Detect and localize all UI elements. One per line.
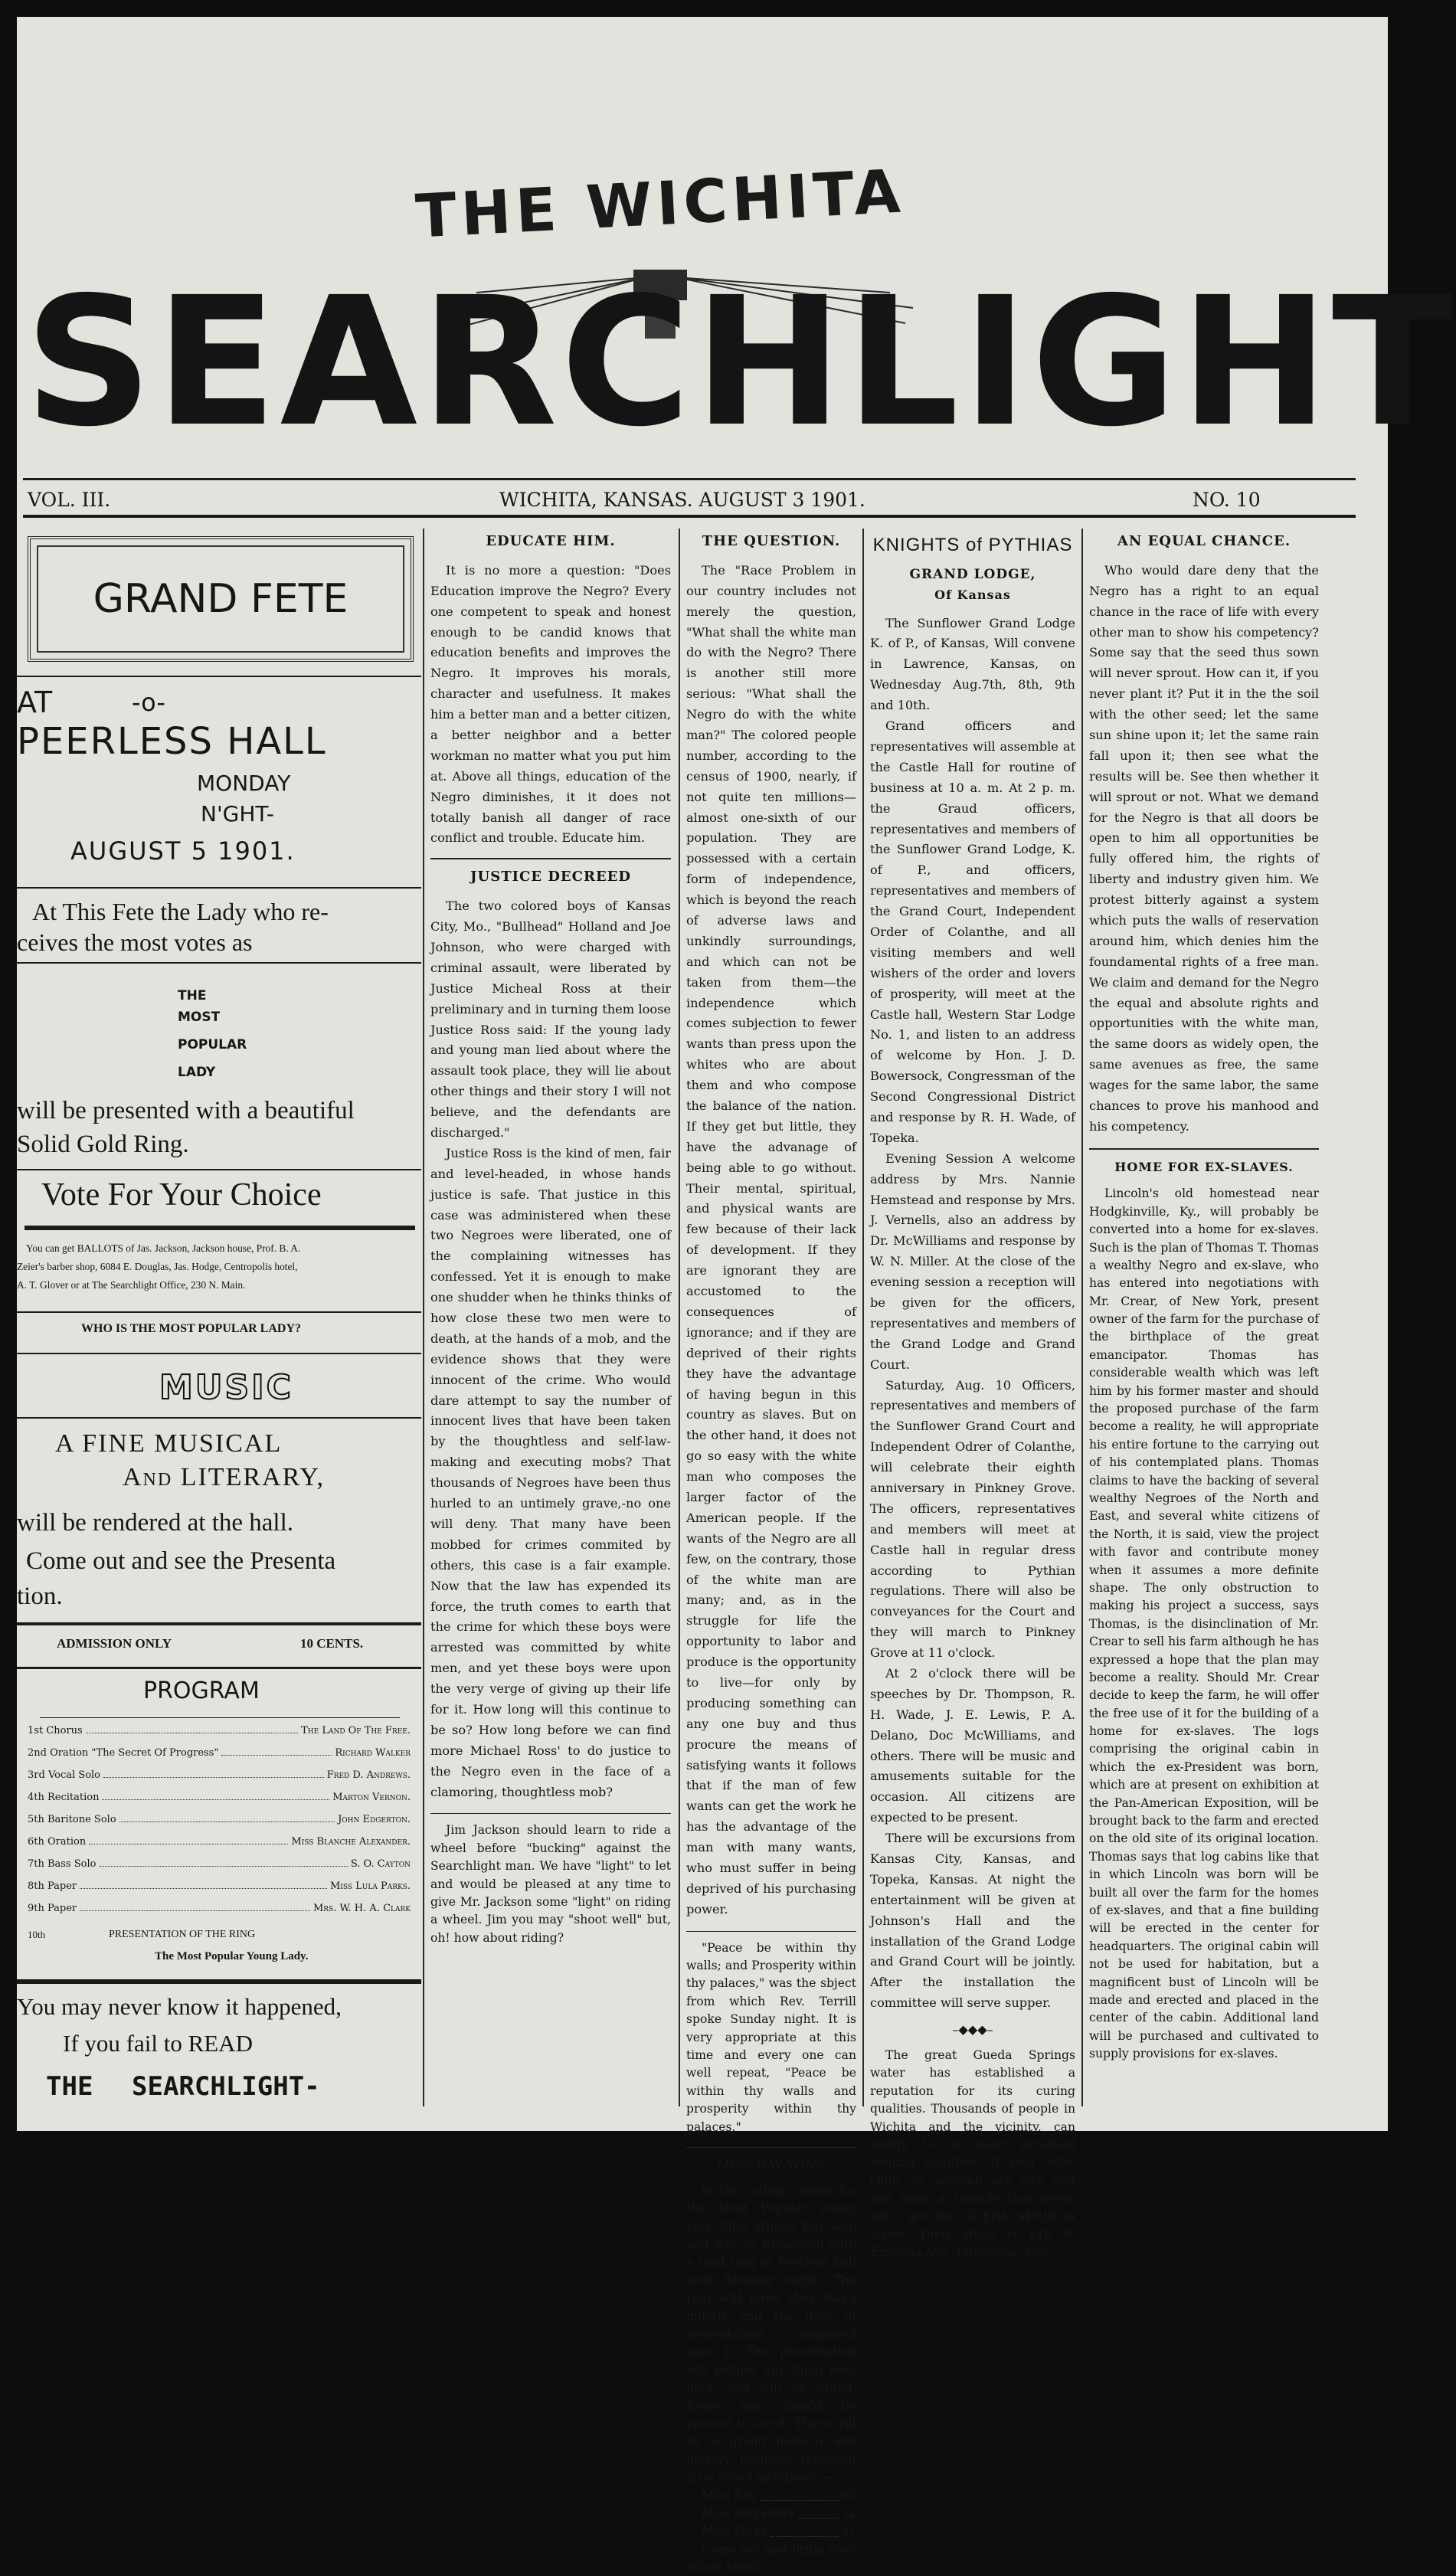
program-row bbox=[28, 1836, 411, 1848]
article-gueda-springs: The great Gueda Springs water has established a reputation for its curing qualities. Thousands of people in Wichita and the vicinity, can testify to its most excellent healing qualities. If your wife, child, or yourself are sick and you want a remedy that never fails, get the GUEDA SPRINGS water. Their office is 145 N. Emporia Ave. Telephone, 136. bbox=[870, 2048, 1075, 2260]
ornament-divider: –◆◆◆– bbox=[952, 2022, 993, 2038]
issue-number: NO. 10 bbox=[1193, 489, 1261, 511]
article-justice-decreed-1: The two colored boys of Kansas City, Mo., "Bullhead" Holland and Joe Johnson, who were charged with criminal assault, were liberated by Justice Micheal Ross at their preliminary and in turning them loose Justice Ross said: If the young lady and young man lied about where the assault took place, they will lie about other things and their story I will not believe, and the defendants are discharged." bbox=[430, 898, 671, 1141]
vote-count: 62 bbox=[841, 2488, 856, 2502]
grand-fete-title: GRAND FETE bbox=[37, 545, 404, 653]
vote-name: Miss Ray bbox=[702, 2488, 757, 2502]
ad-word-the: THE bbox=[178, 988, 207, 1003]
program-item: 8th Paper bbox=[28, 1880, 77, 1892]
ad-musical-1: A FINE MUSICAL bbox=[55, 1429, 283, 1458]
program-tenth-number: 10th bbox=[28, 1929, 46, 1940]
program-leader-dots bbox=[102, 1792, 329, 1800]
program-performer: The Land Of The Free. bbox=[301, 1725, 411, 1736]
ad-hall: PEERLESS HALL bbox=[17, 720, 327, 763]
article-divider bbox=[1089, 1148, 1319, 1150]
program-tenth-text: PRESENTATION OF THE RING bbox=[109, 1929, 256, 1940]
article-divider bbox=[430, 1813, 671, 1814]
program-leader-dots bbox=[86, 1725, 298, 1733]
article-pythias-3: Evening Session A welcome address by Mrs. Nannie Hemstead and response by Mrs. J. Vernells, also an address by Dr. McWilliams and response by W. N. Miller. At the close of the evening session a reception will be given for the officers, representatives and members of the Grand Lodge and Grand Court. bbox=[870, 1151, 1075, 1372]
ad-night: N'GHT- bbox=[201, 801, 275, 826]
column-rule bbox=[862, 529, 864, 2106]
article-justice-decreed-2: Justice Ross is the kind of men, fair and level-headed, in whose hands justice is safe. That justice in this case was administered when these two Negroes were liberated, one of the complaining witnesses has confessed. Yet it is enough to make one shudder when he thinks thinks of how close these two men were to death, at the hands of a mob, and the evidence shows that they were innocent of the crime. Who would dare attempt to say the number of innocent lives that have been taken by the thoughtless and self-law-making and executing mobs? That thousands of Negroes have been thus hurled to an untimely grave,-no one will deny. That many have been mobbed for crimes commited by others, this case is a fair example. Now that the law has expended its force, the truth comes to earth that the crime for which these boys were arrested was committed by white men, and yet these boys were upon the very verge of giving up their life for it. How long will this continue to be so? How long before we can find more Michael Ross' to do justice to the Negro even in the face of a clamoring, thoughtless mob? bbox=[430, 1145, 671, 1799]
program-item: 9th Paper bbox=[28, 1903, 77, 1914]
ad-divider bbox=[17, 676, 421, 677]
ad-intro-1: At This Fete the Lady who re- bbox=[32, 898, 329, 925]
dateline-bar bbox=[17, 484, 1388, 518]
program-item: 3rd Vocal Solo bbox=[28, 1769, 100, 1781]
program-row bbox=[28, 1769, 411, 1781]
program-leader-dots bbox=[103, 1769, 324, 1778]
ad-divider bbox=[17, 1169, 421, 1170]
program-row bbox=[28, 1792, 411, 1803]
vote-name: Miss Parks bbox=[702, 2524, 767, 2538]
article-home-for-ex-slaves: Lincoln's old homestead near Hodgkinville, Ky., will probably be converted into a home for ex-slaves. Such is the plan of Thomas T. Thomas a wealthy Negro and ex-slave, who has entered into negotiations with Mr. Crear, of New York, present owner of the farm for the purchase of the birthplace of the great emancipator. Thomas has considerable wealth which was left him by his former master and should the proposed purchase of the farm become a reality, he will appropriate his entire fortune to the carrying out of his contemplated plans. Thomas claims to have the backing of several wealthy Negroes of the North and East, and several white citizens of the North, it is said, view the project with favor and contribute money when it assumes a more definite shape. The only obstruction to making his project a success, says Thomas, is the disinclination of Mr. Crear to sell his farm although he has expressed a hope that the plan may become a reality. Should Mr. Crear decide to keep the farm, he will offer the free use of it for the building of a home for ex-slaves. The logs comprising the original cabin in which the ex-President was born, which are at present on exhibition at the Pan-American Exposition, will be brought back to the farm and erected on the old site of its original location. Thomas says that log cabins like that in which Lincoln was born will be built all over the farm for the homes of ex-slaves, and that a fine building will be erected in the center for headquarters. The original cabin will not be used for habitation, but a magnificent bust of Lincoln will be made and erected and placed in the center of the cabin. Additional land will be purchased and cultivated to supply provisions for ex-slaves. bbox=[1089, 1187, 1319, 2061]
program-performer: John Edgerton. bbox=[338, 1814, 411, 1825]
heading-miss-ray-wins: MISS RAY WINS bbox=[717, 2157, 826, 2172]
ad-come-1: Come out and see the Presenta bbox=[26, 1547, 336, 1575]
heading-knights-of-pythias: KNIGHTS of PYTHIAS bbox=[872, 535, 1073, 555]
article-educate-him: It is no more a question: "Does Education improve the Negro? Every one competent to speak and honest enough to be candid knows that education benefits and improves the Negro. It improves his morals, character and usefulness. It makes him a better man and a better citizen, a better neighbor and a better workman no matter what you put him at. Above all things, education of the Negro diminishes, it it does not totally banish all danger of race conflict and trouble. Educate him. bbox=[430, 562, 671, 846]
ad-divider bbox=[17, 962, 421, 964]
column-knights-of-pythias bbox=[870, 530, 1075, 2260]
program-performer: Mrs. W. H. A. Clark bbox=[312, 1903, 411, 1914]
program-item: 5th Baritone Solo bbox=[28, 1814, 116, 1825]
ad-heavy-rule bbox=[17, 1622, 421, 1625]
article-divider bbox=[686, 2147, 856, 2148]
program-row bbox=[28, 1880, 411, 1892]
program-leader-dots bbox=[89, 1836, 288, 1844]
ad-intro-2: ceives the most votes as bbox=[17, 928, 253, 956]
column-equal-chance bbox=[1089, 530, 1319, 2116]
vote-row bbox=[686, 2522, 856, 2540]
program-performer: Miss Blanche Alexander. bbox=[291, 1836, 411, 1848]
program-performer: Marton Vernon. bbox=[332, 1792, 411, 1803]
ad-read-the: THE bbox=[46, 2071, 93, 2102]
ad-date: AUGUST 5 1901. bbox=[70, 836, 296, 866]
masthead-rule-top bbox=[23, 478, 1356, 480]
column-educate-him bbox=[430, 530, 671, 2116]
grand-fete-advertisement bbox=[17, 529, 421, 2129]
grand-fete-box bbox=[28, 536, 414, 662]
vote-leader-dots bbox=[760, 2486, 838, 2500]
ad-divider bbox=[17, 887, 421, 889]
article-pythias-1: The Sunflower Grand Lodge K. of P., of Kansas, Will convene in Lawrence, Kansas, on Wednesday Aug.7th, 8th, 9th and 10th. bbox=[870, 615, 1075, 713]
ad-ring-1: will be presented with a beautiful bbox=[17, 1097, 355, 1124]
vote-row bbox=[686, 2486, 856, 2504]
ad-rendered: will be rendered at the hall. bbox=[17, 1509, 294, 1537]
column-rule bbox=[423, 529, 424, 2106]
ad-ring-2: Solid Gold Ring. bbox=[17, 1131, 189, 1158]
ad-word-most: MOST bbox=[178, 1010, 221, 1025]
ad-heavy-rule bbox=[25, 1226, 415, 1230]
vote-leader-dots bbox=[771, 2522, 838, 2536]
ad-divider bbox=[17, 1667, 421, 1669]
subheading-of-kansas: Of Kansas bbox=[934, 588, 1011, 603]
ad-never: You may never know it happened, bbox=[17, 1993, 342, 2020]
dateline-text: WICHITA, KANSAS. AUGUST 3 1901. bbox=[499, 489, 865, 511]
volume-label: VOL. III. bbox=[28, 489, 111, 511]
ad-vote: Vote For Your Choice bbox=[41, 1177, 322, 1213]
program-leader-dots bbox=[80, 1880, 327, 1889]
program-performer: S. O. Cayton bbox=[350, 1858, 411, 1870]
subheading-grand-lodge: GRAND LODGE, bbox=[909, 566, 1036, 582]
program-row bbox=[28, 1903, 411, 1914]
program-leader-dots bbox=[100, 1858, 348, 1867]
masthead-subtitle: THE WICHITA bbox=[414, 157, 907, 252]
heading-educate-him: EDUCATE HIM. bbox=[486, 533, 616, 549]
masthead-rule-bottom bbox=[23, 515, 1356, 518]
program-tenth-sub: The Most Popular Young Lady. bbox=[155, 1950, 309, 1962]
vote-name: Miss Alexander bbox=[702, 2506, 796, 2520]
ad-fail: If you fail to READ bbox=[63, 2030, 253, 2057]
article-divider bbox=[430, 858, 671, 859]
ad-musical-2: And LITERARY, bbox=[123, 1463, 326, 1491]
ad-admission: ADMISSION ONLY bbox=[57, 1636, 172, 1651]
vote-count: 52 bbox=[841, 2506, 856, 2520]
ad-word-lady: LADY bbox=[178, 1065, 216, 1080]
ad-ballots-3: A. T. Glover or at The Searchlight Office, 230 N. Main. bbox=[17, 1279, 246, 1291]
article-jim-jackson: Jim Jackson should learn to ride a wheel before "bucking" against the Searchlight man. We have "light" to let and would be pleased at any time to give Mr. Jackson some "light" on riding a wheel. Jim you may "shoot well" but, oh! how about riding? bbox=[430, 1823, 671, 1945]
ad-price: 10 CENTS. bbox=[300, 1636, 364, 1651]
program-row bbox=[28, 1814, 411, 1825]
article-peace: "Peace be within thy walls; and Prosperity within thy palaces," was the sbject from which Rev. Terrill spoke Sunday night. It is very appropriate at this time and every one can well repeat, "Peace be within thy walls and prosperity within thy palaces." bbox=[686, 1940, 856, 2134]
ad-word-popular: POPULAR bbox=[178, 1037, 247, 1052]
newspaper-page bbox=[17, 17, 1456, 2574]
article-the-question: The "Race Problem in our country includes not merely the question, "What shall the white man do with the Negro? There is another still more serious: "What shall the Negro do with the white man?" The colored people number, according to the census of 1900, nearly, if not quite ten millions—almost one-sixth of our population. They are possessed with a certain form of independence, which is beyond the reach of adverse laws and unkindly surroundings, and which can not be taken from them—the independence which comes subjection to fewer wants than press upon the whites who are about them and who compose the balance of the nation. If they get but little, they have the advanage of being able to go without. Their mental, spiritual, and physical wants are few because of their lack of development. If they are ignorant they are accustomed to the consequences of ignorance; and if they are deprived of their rights they have the advantage of having begun in this country as slaves. But on the other hand, it does not go so easy with the white man who composes the larger factor of the American people. If the wants of the Negro are all few, on the contrary, those of the white man are many; and, as in the struggle for life the opportunity to labor and produce is the opportunity to live—for only by producing something can any one buy and thus procure the means of satisfying wants it follows that if the man of few wants can get the work he has the advantage of the man with many wants, who must suffer in being deprived of his purchasing power. bbox=[686, 562, 856, 1916]
ad-divider bbox=[17, 1353, 421, 1354]
ad-heavy-rule bbox=[17, 1979, 421, 1984]
ad-divider bbox=[40, 1717, 400, 1718]
vote-row bbox=[686, 2505, 856, 2522]
article-miss-ray-wins: In the voting contest for the Most Popular young lady, Miss Winnie Ray won and will be presented with a gold ring at Peerless hall next Monday night. The ring will have Miss Ray's initials and the date of presentation engraved upon it. This presentation will eclipse any thing ever held, and will be grand. Every one should be present to see it. There will be a grand musical and literary program rendered also. Stood as follows:— bbox=[686, 2183, 856, 2485]
column-the-question bbox=[686, 530, 856, 2574]
ad-divider bbox=[17, 1417, 421, 1419]
ad-divider bbox=[17, 1311, 421, 1313]
program-item: 4th Recitation bbox=[28, 1792, 100, 1803]
ad-monday: MONDAY bbox=[197, 771, 291, 796]
program-row bbox=[28, 1725, 411, 1736]
program-item: 1st Chorus bbox=[28, 1725, 83, 1736]
heading-home-for-ex-slaves: HOME FOR EX-SLAVES. bbox=[1114, 1159, 1294, 1174]
ad-read-name: SEARCHLIGHT- bbox=[132, 2071, 320, 2102]
ad-come-2: tion. bbox=[17, 1583, 63, 1610]
heading-the-question: THE QUESTION. bbox=[702, 533, 841, 549]
program-leader-dots bbox=[80, 1903, 310, 1911]
column-rule bbox=[1081, 529, 1083, 2106]
program-leader-dots bbox=[119, 1814, 335, 1822]
heading-justice-decreed: JUSTICE DECREED bbox=[470, 869, 631, 885]
article-equal-chance: Who would dare deny that the Negro has a right to an equal chance in the race of life with every other man to show his competency? Some say that the seed thus sown will never sprout. How can it, if you never plant it? Put it in the the soil with the other seed; let the same sun shine upon it; let the same rain fall upon it; then see what the results will be. See then whether it will sprout or not. What we demand for the Negro is that all doors be open to him all opportunities be fully offered him, the rights of liberty and industry given him. We protest bitterly against a system which puts the walls of reservation around him, which denies him the foundamental rights of a free man. We claim and demand for the Negro the equal and absolute rights and opportunities with the white man, the same doors as widely open, the same avenues as free, the same wages for the same labor, the same chances to prove his manhood and his competency. bbox=[1089, 562, 1319, 1134]
article-pythias-4: Saturday, Aug. 10 Officers, representatives and members of the Sunflower Grand Court and Independent Odrer of Colanthe, will celebrate their eighth anniversary in Pinkney Grove. The officers, representatives and members will meet at Castle hall in regular dress according to Pythian regulations. There will also be conveyances for the Court and they will march to Pinkney Grove at 11 o'clock. bbox=[870, 1377, 1075, 1661]
article-pythias-2: Grand officers and representatives will assemble at the Castle Hall for routine of business at 10 a. m. At 2 p. m. the Graud officers, representatives and members of the Sunflower Grand Lodge, K. of P., and officers, representatives and members of the Grand Court, Independent Order of Colanthe, and all visiting members and well wishers of the order and lovers of prosperity, will meet at the Castle hall, Western Star Lodge No. 1, and listen to an address of welcome by Hon. J. D. Bowersock, Congressman of the Second Congressional District and response by R. H. Wade, of Topeka. bbox=[870, 718, 1075, 1145]
article-miss-ray-closing: Come out and bring your whole family bbox=[686, 2542, 856, 2574]
ad-at: AT bbox=[17, 686, 53, 719]
article-pythias-6: There will be excursions from Kansas City, Kansas, and Topeka, Kansas. At night the entertainment will be given at Johnson's Hall and the installation of the Grand Lodge and Grand Court will be jointly. After the installation the committee will serve supper. bbox=[870, 1831, 1075, 2011]
masthead-title: SEARCHLIGHT bbox=[25, 259, 1456, 466]
ad-question: WHO IS THE MOST POPULAR LADY? bbox=[81, 1322, 302, 1335]
program-leader-dots bbox=[221, 1747, 332, 1756]
program-row bbox=[28, 1747, 411, 1759]
article-pythias-5: At 2 o'clock there will be speeches by Dr. Thompson, R. H. Wade, J. E. Lewis, P. A. Delano, Doc McWilliams, and others. There will be music and amusements suitable for the occasion. All citizens are expected to be present. bbox=[870, 1666, 1075, 1825]
program-performer: Richard Walker bbox=[335, 1747, 411, 1759]
program-item: 6th Oration bbox=[28, 1836, 87, 1848]
masthead bbox=[17, 17, 1456, 492]
program-row bbox=[28, 1858, 411, 1870]
program-item: 7th Bass Solo bbox=[28, 1858, 97, 1870]
article-divider bbox=[686, 1931, 856, 1932]
program-item: 2nd Oration "The Secret Of Progress" bbox=[28, 1747, 219, 1759]
vote-tally bbox=[686, 2486, 856, 2540]
vote-leader-dots bbox=[798, 2505, 838, 2519]
ad-music: MUSIC bbox=[159, 1368, 293, 1407]
column-rule bbox=[679, 529, 680, 2106]
ad-ballots-2: Zeier's barber shop, 6084 E. Douglas, Jas. Hodge, Centropolis hotel, bbox=[17, 1261, 298, 1272]
ad-ballots-1: You can get BALLOTS of Jas. Jackson, Jackson house, Prof. B. A. bbox=[26, 1242, 301, 1254]
ad-o: -o- bbox=[132, 688, 165, 717]
heading-equal-chance: AN EQUAL CHANCE. bbox=[1117, 533, 1291, 549]
program-performer: Miss Lula Parks. bbox=[329, 1880, 411, 1892]
program-title: PROGRAM bbox=[143, 1678, 260, 1704]
vote-count: 31 bbox=[841, 2524, 856, 2538]
program-performer: Fred D. Andrews. bbox=[326, 1769, 411, 1781]
